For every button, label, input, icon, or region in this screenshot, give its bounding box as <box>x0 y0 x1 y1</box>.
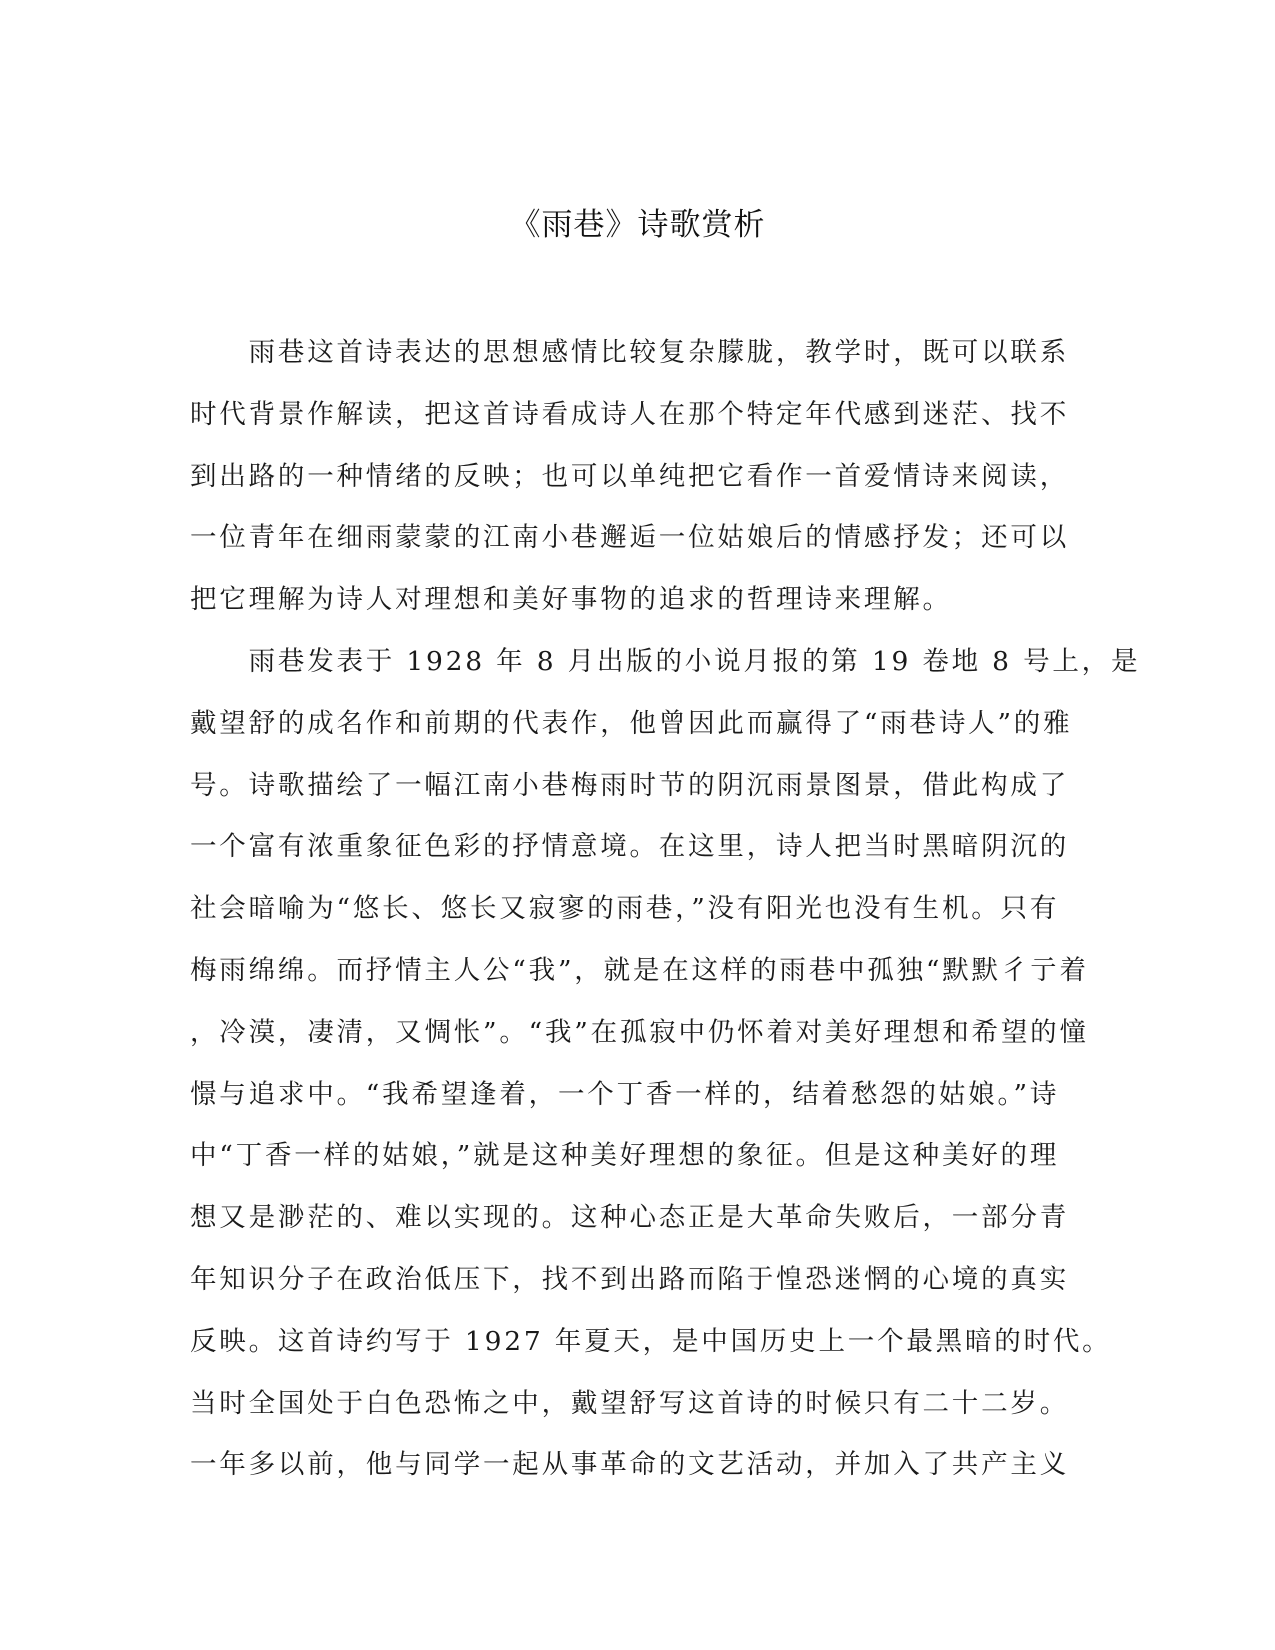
text-line: 社会暗喻为“悠长、悠长又寂寥的雨巷，”没有阳光也没有生机。只有 <box>190 893 1060 925</box>
text-line: ，冷漠，凄清，又惆怅”。“我”在孤寂中仍怀着对美好理想和希望的憧 <box>190 1016 1089 1048</box>
text-line: 一年多以前，他与同学一起从事革命的文艺活动，并加入了共产主义 <box>190 1449 1069 1481</box>
text-line: 戴望舒的成名作和前期的代表作，他曾因此而赢得了“雨巷诗人”的雅 <box>190 707 1073 739</box>
text-line: 把它理解为诗人对理想和美好事物的追求的哲理诗来理解。 <box>190 584 952 616</box>
text-line: 憬与追求中。“我希望逢着，一个丁香一样的，结着愁怨的姑娘。”诗 <box>190 1078 1060 1110</box>
text-line: 时代背景作解读，把这首诗看成诗人在那个特定年代感到迷茫、找不 <box>190 398 1069 430</box>
text-line: 想又是渺茫的、难以实现的。这种心态正是大革命失败后，一部分青 <box>190 1202 1069 1234</box>
document-body <box>190 333 1141 1507</box>
text-line: 雨巷这首诗表达的思想感情比较复杂朦胧，教学时，既可以联系 <box>190 337 1069 368</box>
text-line: 当时全国处于白色恐怖之中，戴望舒写这首诗的时候只有二十二岁。 <box>190 1387 1069 1419</box>
text-line: 到出路的一种情绪的反映；也可以单纯把它看作一首爱情诗来阅读， <box>190 460 1069 492</box>
text-line: 雨巷发表于 1928 年 8 月出版的小说月报的第 19 卷地 8 号上，是 <box>190 645 1141 677</box>
text-line: 梅雨绵绵。而抒情主人公“我”，就是在这样的雨巷中孤独“默默彳亍着 <box>190 954 1089 986</box>
text-line: 一位青年在细雨蒙蒙的江南小巷邂逅一位姑娘后的情感抒发；还可以 <box>190 522 1069 554</box>
text-line: 号。诗歌描绘了一幅江南小巷梅雨时节的阴沉雨景图景，借此构成了 <box>190 769 1069 801</box>
text-line: 中“丁香一样的姑娘，”就是这种美好理想的象征。但是这种美好的理 <box>190 1140 1060 1172</box>
document-title: 《雨巷》诗歌赏析 <box>509 207 766 243</box>
text-line: 年知识分子在政治低压下，找不到出路而陷于惶恐迷惘的心境的真实 <box>190 1263 1069 1295</box>
text-line: 一个富有浓重象征色彩的抒情意境。在这里，诗人把当时黑暗阴沉的 <box>190 831 1069 863</box>
text-line: 反映。这首诗约写于 1927 年夏天，是中国历史上一个最黑暗的时代。 <box>190 1325 1112 1357</box>
